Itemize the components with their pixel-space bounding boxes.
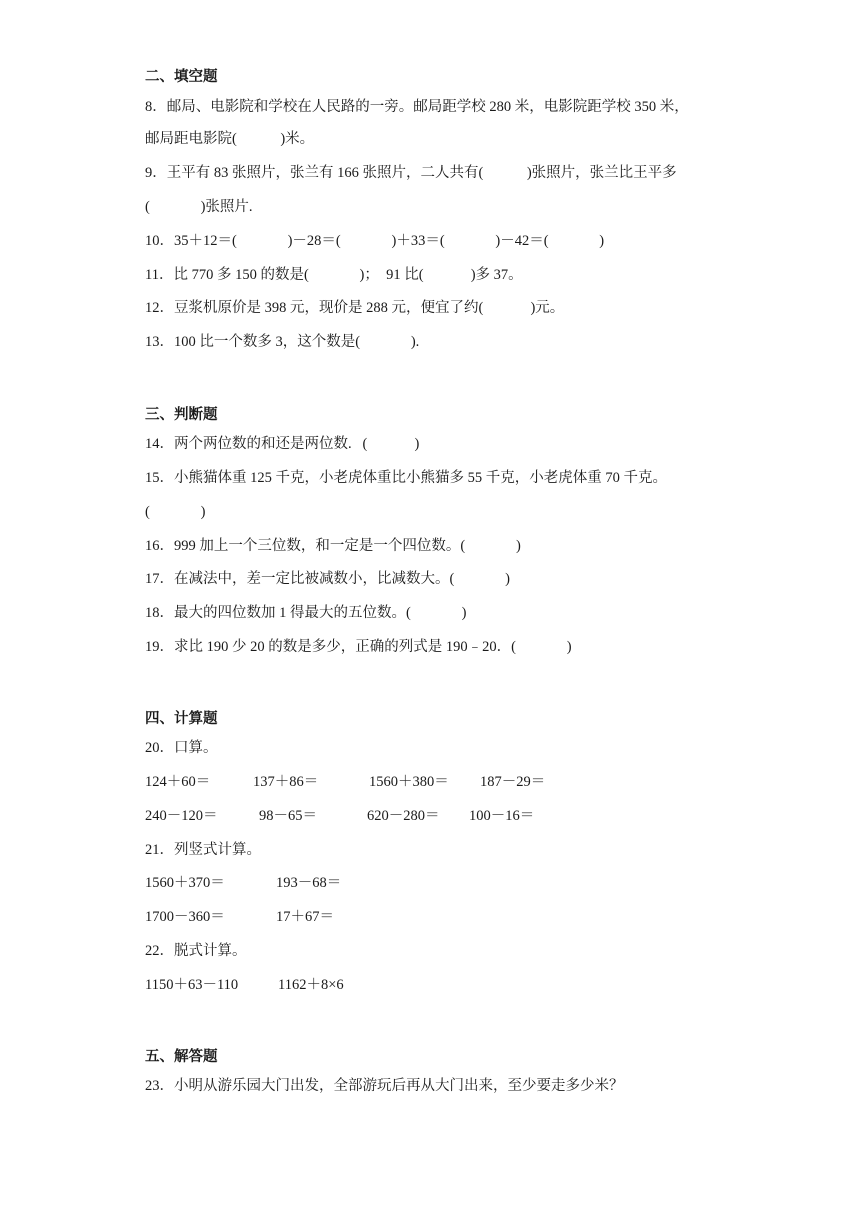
oral-calc-item: 100－16＝ (469, 808, 535, 824)
vertical-calc-item: 1560＋370＝ (145, 875, 225, 891)
vertical-calc-item: 17＋67＝ (276, 909, 334, 925)
section-heading-calculation: 四、计算题 (145, 711, 218, 727)
stepwise-calc-item: 1150＋63－110 (145, 977, 239, 993)
question-21: 21．列竖式计算。 (145, 842, 261, 858)
vertical-calc-item: 1700－360＝ (145, 909, 225, 925)
question-15-line-1: 15．小熊猫体重 125 千克，小老虎体重比小熊猫多 55 千克，小老虎体重 70 千克。 (145, 470, 667, 486)
oral-calc-item: 1560＋380＝ (369, 774, 449, 790)
question-12: 12．豆浆机原价是 398 元，现价是 288 元，便宜了约( )元。 (145, 300, 565, 316)
question-22: 22．脱式计算。 (145, 943, 247, 959)
question-15-line-2: ( ) (145, 504, 206, 520)
question-19: 19．求比 190 少 20 的数是多少，正确的列式是 190﹣20．( ) (145, 639, 572, 655)
oral-calc-item: 124＋60＝ (145, 774, 211, 790)
question-10: 10．35＋12＝( )－28＝( )＋33＝( )－42＝( ) (145, 233, 605, 249)
question-9-line-1: 9．王平有 83 张照片，张兰有 166 张照片，二人共有( )张照片，张兰比王平多 (145, 165, 677, 181)
section-heading-true-false: 三、判断题 (145, 407, 218, 423)
question-9-line-2: ( )张照片. (145, 199, 253, 215)
question-17: 17．在减法中，差一定比被减数小，比减数大。( ) (145, 571, 510, 587)
question-13: 13．100 比一个数多 3，这个数是( ). (145, 334, 420, 350)
question-11: 11．比 770 多 150 的数是( )； 91 比( )多 37。 (145, 267, 523, 283)
stepwise-calc-item: 1162＋8×6 (278, 977, 344, 993)
question-20: 20．口算。 (145, 740, 218, 756)
question-23: 23．小明从游乐园大门出发，全部游玩后再从大门出来，至少要走多少米？ (145, 1078, 624, 1094)
oral-calc-item: 240－120＝ (145, 808, 218, 824)
question-8-line-2: 邮局距电影院( )米。 (145, 131, 315, 147)
section-heading-word-problems: 五、解答题 (145, 1049, 218, 1065)
question-18: 18．最大的四位数加 1 得最大的五位数。( ) (145, 605, 467, 621)
question-14: 14．两个两位数的和还是两位数. ( ) (145, 436, 420, 452)
question-16: 16．999 加上一个三位数，和一定是一个四位数。( ) (145, 538, 521, 554)
vertical-calc-item: 193－68＝ (276, 875, 342, 891)
section-heading-fill-in: 二、填空题 (145, 69, 218, 85)
oral-calc-item: 187－29＝ (480, 774, 546, 790)
oral-calc-item: 137＋86＝ (253, 774, 319, 790)
oral-calc-item: 98－65＝ (259, 808, 317, 824)
oral-calc-item: 620－280＝ (367, 808, 440, 824)
question-8-line-1: 8．邮局、电影院和学校在人民路的一旁。邮局距学校 280 米，电影院距学校 350 米， (145, 99, 689, 115)
